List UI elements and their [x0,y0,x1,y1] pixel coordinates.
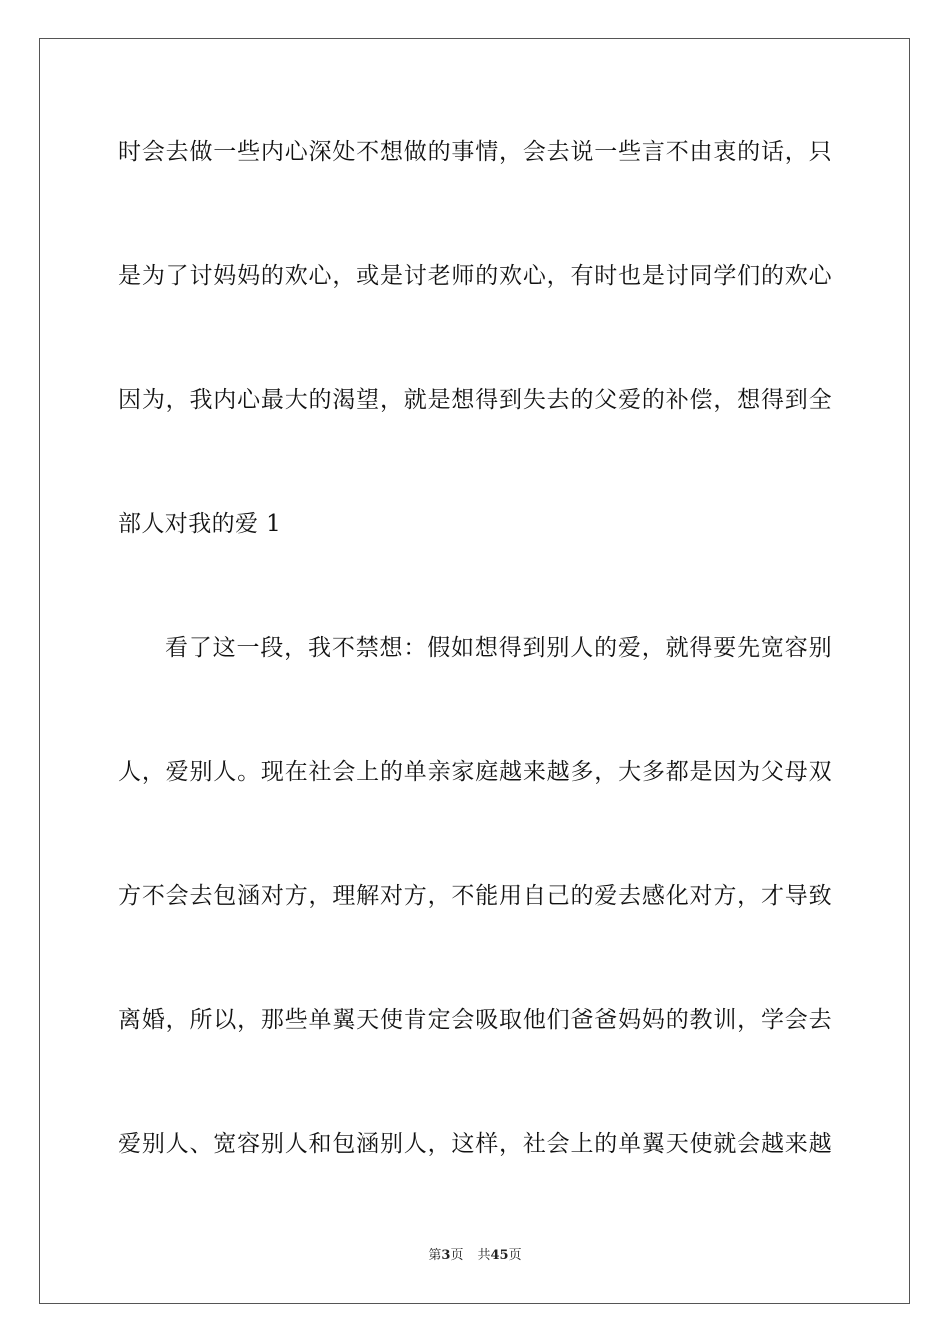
page-border [39,38,910,1304]
text-line-4: 部人对我的爱 1 [118,511,282,537]
page-number: 3 [441,1248,451,1263]
text-line-5: 看了这一段，我不禁想：假如想得到别人的爱，就得要先宽容别 [165,635,832,661]
text-line-7: 方不会去包涵对方，理解对方，不能用自己的爱去感化对方，才导致 [118,883,832,909]
page-prefix: 第 [428,1248,442,1263]
text-line-2: 是为了讨妈妈的欢心，或是讨老师的欢心，有时也是讨同学们的欢心 [118,263,832,289]
text-line-3: 因为，我内心最大的渴望，就是想得到失去的父爱的补偿，想得到全 [118,387,832,413]
text-line-6: 人，爱别人。现在社会上的单亲家庭越来越多，大多都是因为父母双 [118,759,832,785]
text-line-9: 爱别人、宽容别人和包涵别人，这样，社会上的单翼天使就会越来越 [118,1131,832,1157]
total-prefix: 共 [477,1248,491,1263]
page-suffix: 页 [450,1248,464,1263]
total-pages: 45 [490,1248,509,1263]
text-line-1: 时会去做一些内心深处不想做的事情，会去说一些言不由衷的话，只 [118,139,832,165]
page-footer [0,1247,950,1265]
text-line-8: 离婚，所以，那些单翼天使肯定会吸取他们爸爸妈妈的教训，学会去 [118,1007,832,1033]
total-suffix: 页 [508,1248,522,1263]
